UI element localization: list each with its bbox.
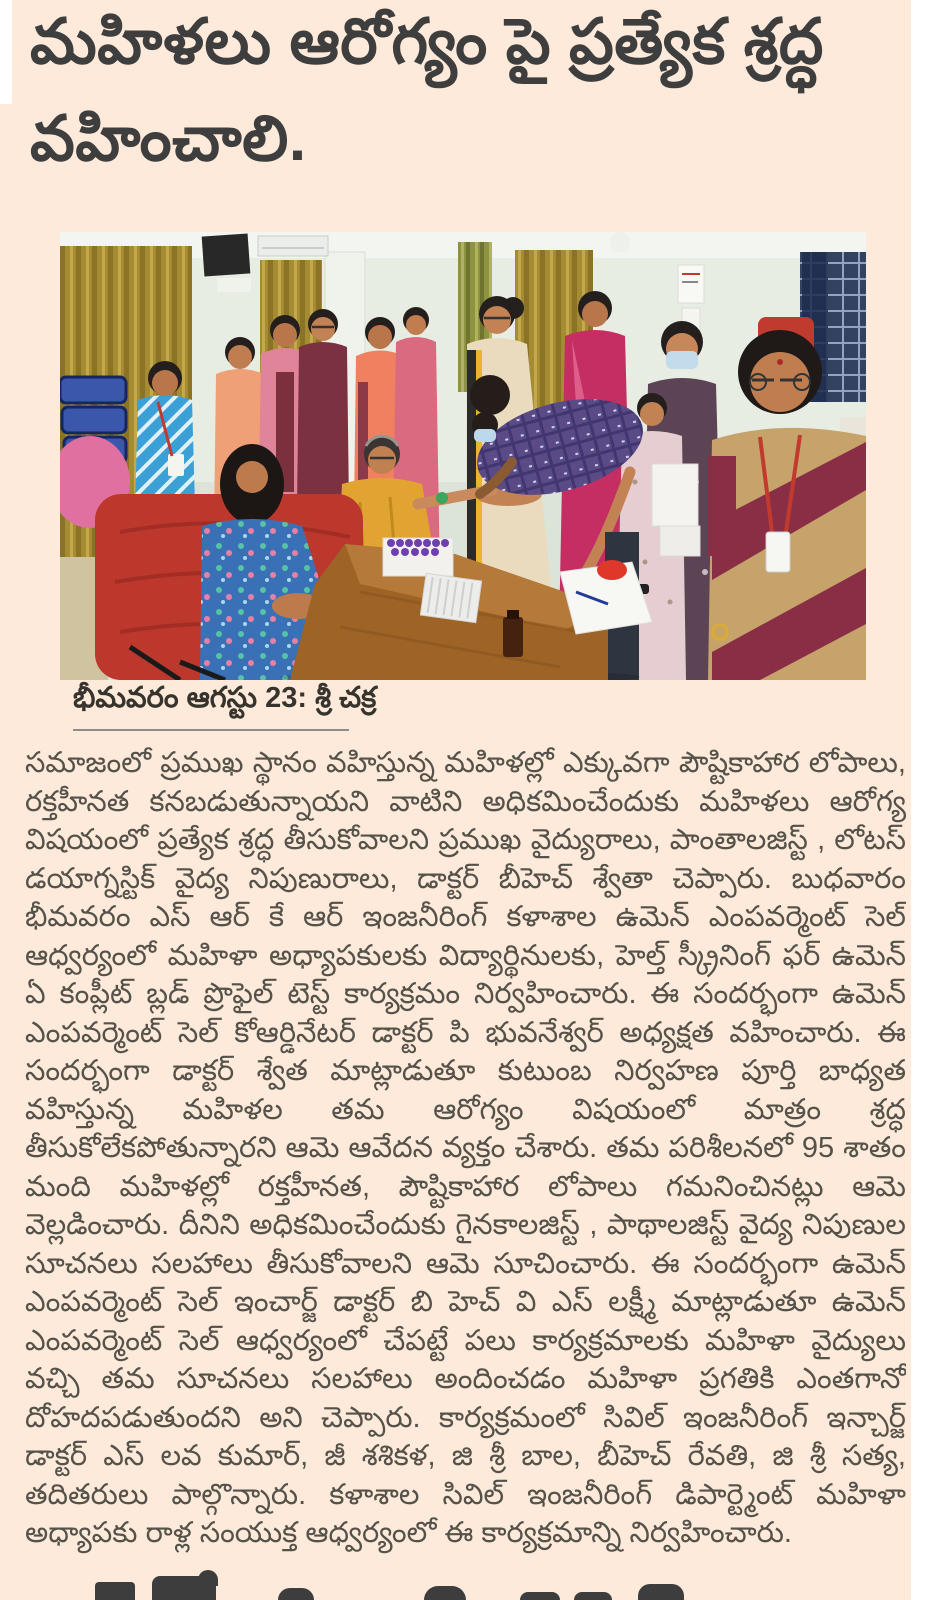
byline-underline — [73, 729, 349, 731]
clipped-glyph — [424, 1586, 466, 1600]
article-byline: భీమవరం ఆగస్టు 23: శ్రీ చక్ర — [73, 682, 377, 714]
clipped-glyph — [198, 1570, 218, 1586]
article-body: సమాజంలో ప్రముఖ స్థానం వహిస్తున్న మహిళల్లో ఎక్కువగా పౌష్టికాహార లోపాలు, రక్తహీనత కనబడుతున్నాయని వాటిని అధికమించేందుకు మహిళలు ఆరోగ్య విషయంలో ప్రత్యేక శ్రద్ధ తీసుకోవాలని ప్రముఖ వైద్యురాలు, పాంతాలజిస్ట్ , లోటస్ డయాగ్నస్టిక్ వైద్య నిపుణురాలు, డాక్టర్ బీహెచ్ శ్వేతా చెప్పారు. బుధవారం భీమవరం ఎస్ ఆర్ కే ఆర్ ఇంజనీరింగ్ కళాశాల ఉమెన్ ఎంపవర్మెంట్ సెల్ ఆధ్వర్యంలో మహిళా అధ్యాపకులకు విద్యార్థినులకు, హెల్త్ స్క్రీనింగ్ ఫర్ ఉమెన్ ఏ కంప్లీట్ బ్లడ్ ప్రొఫైల్ టెస్ట్ కార్యక్రమం నిర్వహించారు. ఈ సందర్భంగా ఉమెన్ ఎంపవర్మెంట్ సెల్ కోఆర్డినేటర్ డాక్టర్ పి భువనేశ్వర్ అధ్యక్షత వహించారు. ఈ సందర్భంగా డాక్టర్ శ్వేత మాట్లాడుతూ కుటుంబ నిర్వహణ పూర్తి బాధ్యత వహిస్తున్న మహిళల తమ ఆరోగ్యం విషయంలో మాత్రం శ్రద్ధ తీసుకోలేకపోతున్నారని ఆమె ఆవేదన వ్యక్తం చేశారు. తమ పరిశీలనలో 95 శాతం మంది మహిళల్లో రక్తహీనత, పౌష్టికాహార లోపాలు గమనించినట్లు ఆమె వెల్లడించారు. దీనిని అధికమించేందుకు గైనకాలజిస్ట్ , పాథాలజిస్ట్ వైద్య నిపుణుల సూచనలు సలహాలు తీసుకోవాలని ఆమె సూచించారు. ఈ సందర్భంగా ఉమెన్ ఎంపవర్మెంట్ సెల్ ఇంచార్జ్ డాక్టర్ బి హెచ్ వి ఎస్ లక్ష్మీ మాట్లాడుతూ ఉమెన్ ఎంపవర్మెంట్ సెల్ ఆధ్వర్యంలో చేపట్టే పలు కార్యక్రమాలకు మహిళా వైద్యులు వచ్చి తమ సూచనలు సలహాలు అందించడం మహిళా ప్రగతికి ఎంతగానో దోహదపడుతుందని అని చెప్పారు. కార్యక్రమంలో సివిల్ ఇంజనీరింగ్ ఇన్చార్జ్ డాక్టర్ ఎస్ లవ కుమార్, జీ శశికళ, జి శ్రీ బాల, బీహెచ్ రేవతి, జి శ్రీ సత్య, తదితరులు పాల్గొన్నారు. కళాశాల సివిల్ ఇంజనీరింగ్ డిపార్ట్మెంట్ మహిళా అధ్యాపకు రాళ్ల సంయుక్త ఆధ్వర్యంలో ఈ కార్యక్రమాన్ని నిర్వహించారు. — [25, 747, 906, 1549]
next-headline-clipped — [0, 1568, 931, 1600]
left-edge-strip — [0, 0, 12, 104]
clipped-glyph — [520, 1592, 560, 1600]
clipped-glyph — [638, 1584, 684, 1600]
article-headline: మహిళలు ఆరోగ్యం పై ప్రత్యేక శ్రద్ధ వహించాలి. — [30, 7, 824, 174]
right-edge-strip — [911, 0, 931, 1600]
article-photo-illustration — [60, 232, 866, 680]
clipped-glyph — [574, 1592, 612, 1600]
clipped-glyph — [278, 1588, 314, 1600]
clipped-glyph — [95, 1582, 135, 1600]
article-photo[interactable] — [60, 232, 866, 680]
